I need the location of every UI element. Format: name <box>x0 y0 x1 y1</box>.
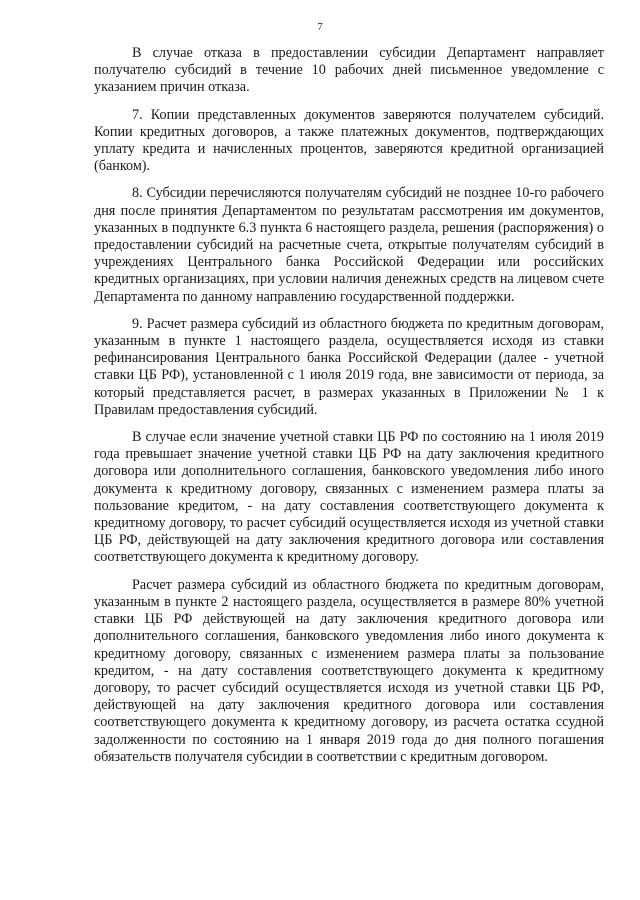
paragraph-rate-exceeds: В случае если значение учетной ставки ЦБ РФ по состоянию на 1 июля 2019 года превышает значение учетной ставки ЦБ РФ на дату заключения кредитного договора или дополнительного соглашения, банковского уведомления либо иного документа к кредитному договору, связанных с изменением размера платы за пользование кредитом, - на дату составления соответствующего документа к кредитному договору, то расчет субсидий осуществляется исходя из учетной ставки ЦБ РФ, действующей на дату заключения кредитного договора или составления соответствующего документа к кредитному договору. <box>94 429 604 566</box>
paragraph-item-2-calculation: Расчет размера субсидий из областного бюджета по кредитным договорам, указанным в пункте 2 настоящего раздела, осуществляется в размере 80% учетной ставки ЦБ РФ действующей на дату заключения кредитного договора или дополнительного соглашения, банковского уведомления либо иного документа к кредитному договору, связанных с изменением размера платы за пользование кредитом, - на дату составления соответствующего документа к кредитному договору, то расчет субсидий осуществляется исходя из учетной ставки ЦБ РФ, действующей на дату заключения кредитного договора или составления соответствующего документа к кредитному договору, из расчета остатка ссудной задолженности по состоянию на 1 января 2019 года до дня полного погашения обязательств получателя субсидии в соответствии с кредитным договором. <box>94 576 604 765</box>
page-number: 7 <box>317 21 323 33</box>
paragraph-item-8: 8. Субсидии перечисляются получателям субсидий не позднее 10-го рабочего дня после принятия Департаментом по результатам рассмотрения им документов, указанных в подпункте 6.3 пункта 6 настоящего раздела, решения (распоряжения) о предоставлении субсидий на расчетные счета, открытые получателям субсидий в учреждениях Центрального банка Российской Федерации или российских кредитных организациях, при условии наличия денежных средств на лицевом счете Департамента по данному направлению государственной поддержки. <box>94 185 604 305</box>
paragraph-refusal-notice: В случае отказа в предоставлении субсидии Департамент направляет получателю субсидий в течение 10 рабочих дней письменное уведомление с указанием причин отказа. <box>94 45 604 96</box>
paragraph-item-9: 9. Расчет размера субсидий из областного бюджета по кредитным договорам, указанным в пункте 1 настоящего раздела, осуществляется исходя из ставки рефинансирования Центрального банка Российской Федерации (далее - учетной ставки ЦБ РФ), установленной с 1 июля 2019 года, вне зависимости от периода, за который представляется расчет, в размерах указанных в Приложении № 1 к Правилам предоставления субсидий. <box>94 315 604 418</box>
paragraph-item-7: 7. Копии представленных документов заверяются получателем субсидий. Копии кредитных договоров, а также платежных документов, подтверждающих уплату кредита и начисленных процентов, заверяются кредитной организацией (банком). <box>94 106 604 175</box>
document-body <box>94 45 604 776</box>
